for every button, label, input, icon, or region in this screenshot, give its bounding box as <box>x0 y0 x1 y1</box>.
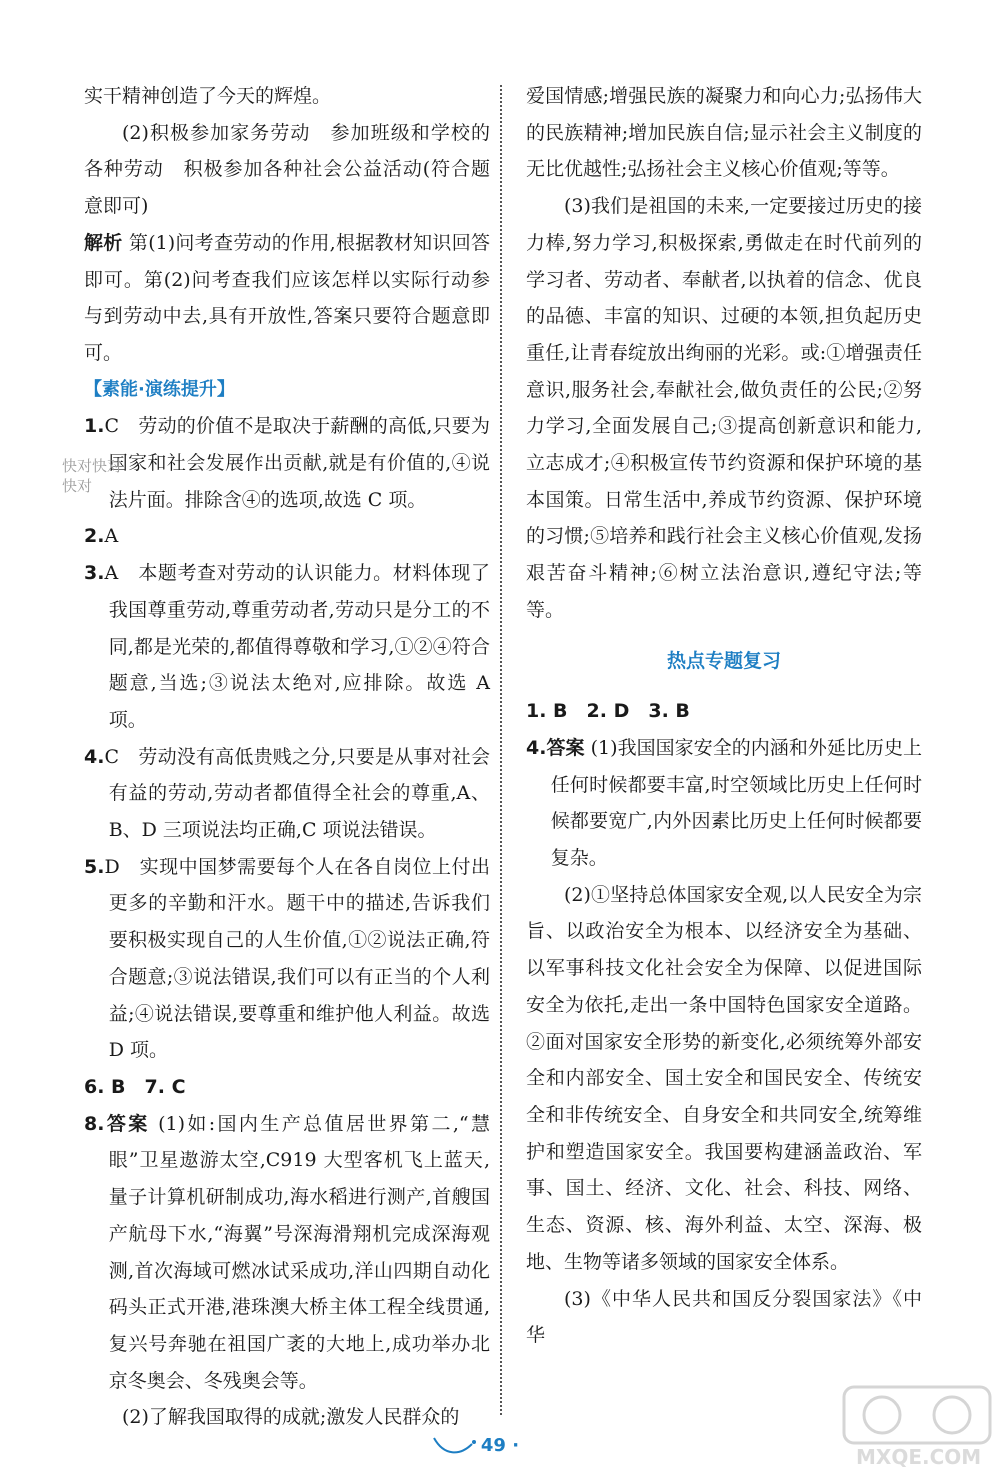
analysis-text: 第(1)问考查劳动的作用,根据教材知识回答即可。第(2)问考查我们应该怎样以实际行动参与到劳动中去,具有开放性,答案只要符合题意即可。 <box>84 231 490 364</box>
analysis-label: 解析 <box>84 231 123 254</box>
answer-item-2 <box>84 518 490 555</box>
left-line-1: 实干精神创造了今天的辉煌。 <box>84 85 332 107</box>
hot-item-4 <box>526 730 922 877</box>
item-text: D 实现中国梦需要每个人在各自岗位上付出更多的辛勤和汗水。题干中的描述,告诉我们要积极实现自己的人生价值,①②说法正确,符合题意;③说法错误,我们可以有正当的个人利益;④说法错误,要尊重和维护他人利益。故选 D 项。 <box>104 855 490 1062</box>
watermark-bottom-text: 快对 <box>62 477 93 495</box>
item-number: 3. <box>84 562 105 585</box>
item-number: 5. <box>84 855 105 878</box>
answer-item-5 <box>84 849 490 1069</box>
watermark-top-text: 快对快对 <box>62 457 123 475</box>
item-text: (1)我国国家安全的内涵和外延比历史上任何时候都要丰富,时空领域比历史上任何时候都要宽广,内外因素比历史上任何时候都要复杂。 <box>550 736 922 870</box>
section-heading: 热点专题复习 <box>666 649 781 672</box>
left-paragraph-2: (2)积极参加家务劳动 参加班级和学校的各种劳动 积极参加各种社会公益活动(符合题意即可) <box>84 121 490 218</box>
item-text: C 劳动没有高低贵贱之分,只要是从事对社会有益的劳动,劳动者都值得全社会的尊重,A、B、D 三项说法均正确,C 项说法错误。 <box>104 745 490 842</box>
hot-items-1-3: 1. B 2. D 3. B <box>526 700 690 723</box>
watermark-site: MXQE.COM <box>856 1445 982 1469</box>
right-paragraph-2: (3)我们是祖国的未来,一定要接过历史的接力棒,努力学习,积极探索,勇做走在时代前列的学习者、劳动者、奉献者,以执着的信念、优良的品德、丰富的知识、过硬的本领,担负起历史重任,让青春绽放出绚丽的光彩。或:①增强责任意识,服务社会,奉献社会,做负责任的公民;②努力学习,全面发展自己;③提高创新意识和能力,立志成才;④积极宣传节约资源和保护环境的基本国策。日常生活中,养成节约资源、保护环境的习惯;⑤培养和践行社会主义核心价值观,发扬艰苦奋斗精神;⑥树立法治意识,遵纪守法;等等。 <box>526 195 922 621</box>
hot-item-4-part-2: (2)①坚持总体国家安全观,以人民安全为宗旨、以政治安全为根本、以经济安全为基础、以军事科技文化社会安全为保障、以促进国际安全为依托,走出一条中国特色国家安全道路。②面对国家安全形势的新变化,必须统筹外部安全和内部安全、国土安全和国民安全、传统安全和非传统安全、自身安全和共同安全,统筹维护和塑造国家安全。我国要构建涵盖政治、军事、国土、经济、文化、社会、科技、网络、生态、资源、核、海外利益、太空、深海、极地、生物等诸多领域的国家安全体系。 <box>526 883 922 1273</box>
watermark-logo <box>842 1385 992 1473</box>
page-number <box>470 1435 530 1456</box>
item-number: 1. <box>84 415 105 438</box>
right-column <box>526 78 922 1354</box>
answer-item-4 <box>84 739 490 849</box>
page-number-value: 49 <box>480 1435 506 1456</box>
analysis-paragraph <box>84 225 490 372</box>
answer-items-6-7: 6. B 7. C <box>84 1075 186 1098</box>
right-paragraph-1: 爱国情感;增强民族的凝聚力和向心力;弘扬伟大的民族精神;增加民族自信;显示社会主义制度的无比优越性;弘扬社会主义核心价值观;等等。 <box>526 85 922 181</box>
column-divider <box>500 85 502 1415</box>
left-column <box>84 78 490 1436</box>
answer-item-8 <box>84 1106 490 1400</box>
answer-item-1 <box>84 408 490 518</box>
hot-item-4-part-3: (3)《中华人民共和国反分裂国家法》《中华 <box>526 1287 922 1347</box>
item-text: A <box>104 525 119 548</box>
item-number: 4. <box>526 736 547 759</box>
page-number-dot: · <box>512 1435 520 1456</box>
answer-item-3 <box>84 555 490 739</box>
item-number: 2. <box>84 525 105 548</box>
item-text: (1)如:国内生产总值居世界第二,“慧眼”卫星遨游太空,C919 大型客机飞上蓝天,量子计算机研制成功,海水稻进行测产,首艘国产航母下水,“海翼”号深海滑翔机完成深海观测,首次海域可燃冰试采成功,洋山四期自动化码头正式开港,港珠澳大桥主体工程全线贯通,复兴号奔驰在祖国广袤的大地上,成功举办北京冬奥会、冬残奥会等。 <box>108 1112 490 1392</box>
section-tag: 【素能·演练提升】 <box>84 378 235 400</box>
item-text: C 劳动的价值不是取决于薪酬的高低,只要为国家和社会发展作出贡献,就是有价值的,④说法片面。排除含④的选项,故选 C 项。 <box>104 415 490 511</box>
answer-label: 答案 <box>104 1112 150 1135</box>
answer-label: 答案 <box>546 736 585 759</box>
item-number: 8. <box>84 1112 105 1135</box>
item-number: 4. <box>84 745 105 768</box>
answer-item-8-part-2: (2)了解我国取得的成就;激发人民群众的 <box>122 1406 460 1429</box>
item-text: A 本题考查对劳动的认识能力。材料体现了我国尊重劳动,尊重劳动者,劳动只是分工的不同,都是光荣的,都值得尊敬和学习,①②④符合题意,当选;③说法太绝对,应排除。故选 A 项。 <box>104 562 490 731</box>
